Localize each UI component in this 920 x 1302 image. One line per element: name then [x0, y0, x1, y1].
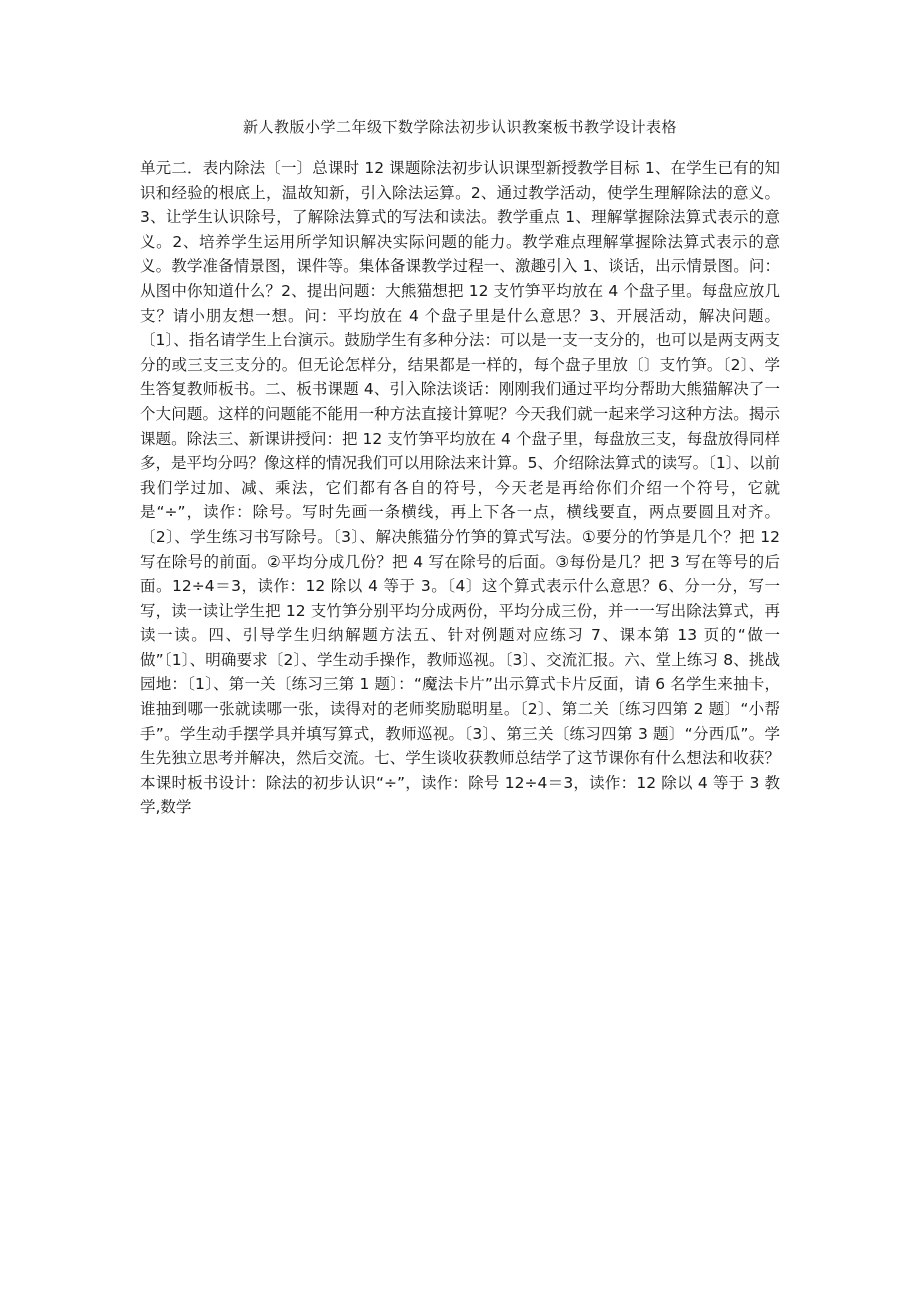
- document-body-text: 单元二．表内除法〔一〕总课时 12 课题除法初步认识课型新授教学目标 1、在学生已有的知识和经验的根底上，温故知新，引入除法运算。2、通过教学活动，使学生理解除法的意义。3、让学生认识除号，了解除法算式的写法和读法。教学重点 1、理解掌握除法算式表示的意义。2、培养学生运用所学知识解决实际问题的能力。教学难点理解掌握除法算式表示的意义。教学准备情景图，课件等。集体备课教学过程一、激趣引入 1、谈话，出示情景图。问：从图中你知道什么？2、提出问题：大熊猫想把 12 支竹笋平均放在 4 个盘子里。每盘应放几支？请小朋友想一想。问：平均放在 4 个盘子里是什么意思？3、开展活动，解决问题。〔1〕、指名请学生上台演示。鼓励学生有多种分法：可以是一支一支分的，也可以是两支两支分的或三支三支分的。但无论怎样分，结果都是一样的，每个盘子里放〔〕支竹笋。〔2〕、学生答复教师板书。二、板书课题 4、引入除法谈话：刚刚我们通过平均分帮助大熊猫解决了一个大问题。这样的问题能不能用一种方法直接计算呢？今天我们就一起来学习这种方法。揭示课题。除法三、新课讲授问：把 12 支竹笋平均放在 4 个盘子里，每盘放三支，每盘放得同样多，是平均分吗？像这样的情况我们可以用除法来计算。5、介绍除法算式的读写。〔1〕、以前我们学过加、减、乘法，它们都有各自的符号，今天老是再给你们介绍一个符号，它就是“÷”，读作：除号。写时先画一条横线，再上下各一点，横线要直，两点要圆且对齐。〔2〕、学生练习书写除号。〔3〕、解决熊猫分竹笋的算式写法。①要分的竹笋是几个？把 12 写在除号的前面。②平均分成几份？把 4 写在除号的后面。③每份是几？把 3 写在等号的后面。12÷4＝3，读作：12 除以 4 等于 3。〔4〕这个算式表示什么意思？6、分一分，写一写，读一读让学生把 12 支竹笋分别平均分成两份，平均分成三份，并一一写出除法算式，再读一读。四、引导学生归纳解题方法五、针对例题对应练习 7、课本第 13 页的“做一做”〔1〕、明确要求〔2〕、学生动手操作，教师巡视。〔3〕、交流汇报。六、堂上练习 8、挑战园地：〔1〕、第一关〔练习三第 1 题〕：“魔法卡片”出示算式卡片反面，请 6 名学生来抽卡，谁抽到哪一张就读哪一张，读得对的老师奖励聪明星。〔2〕、第二关〔练习四第 2 题〕“小帮手”。学生动手摆学具并填写算式，教师巡视。〔3〕、第三关〔练习四第 3 题〕“分西瓜”。学生先独立思考并解决，然后交流。七、学生谈收获教师总结学了这节课你有什么想法和收获？本课时板书设计：除法的初步认识“÷”，读作：除号 12÷4＝3，读作：12 除以 4 等于 3 教学,数学: [140, 159, 780, 817]
- document-title: 新人教版小学二年级下数学除法初步认识教案板书教学设计表格: [242, 118, 677, 136]
